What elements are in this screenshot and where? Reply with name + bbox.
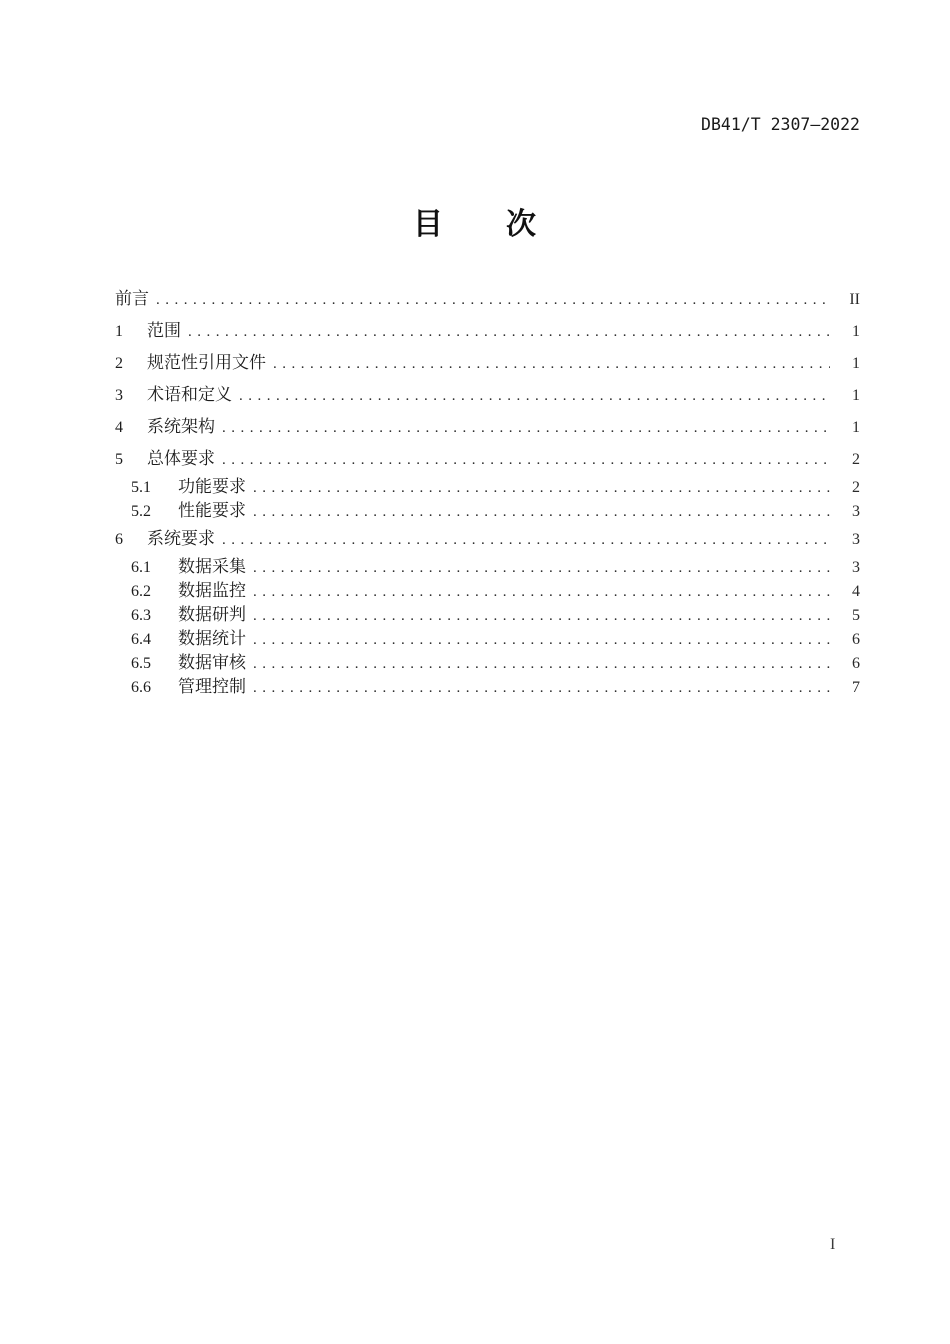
toc-entry-label: 系统要求 bbox=[147, 529, 215, 548]
toc-entry-label: 管理控制 bbox=[178, 677, 246, 696]
toc-entry-page: 1 bbox=[852, 419, 860, 436]
toc-entry-label: 系统架构 bbox=[147, 417, 215, 436]
toc-entry bbox=[115, 347, 860, 379]
toc-leader-dots bbox=[253, 651, 830, 676]
toc-entry bbox=[115, 555, 860, 579]
toc-entry-label: 术语和定义 bbox=[147, 385, 232, 404]
toc-entry-number: 6.5 bbox=[131, 655, 151, 672]
toc-entry-page: 3 bbox=[852, 503, 860, 520]
toc-entry bbox=[115, 475, 860, 499]
toc-entry-number: 6.6 bbox=[131, 679, 151, 696]
toc-entry-number: 2 bbox=[115, 355, 123, 372]
toc-entry bbox=[115, 651, 860, 675]
toc-entry-number: 5 bbox=[115, 451, 123, 468]
toc-leader-dots bbox=[253, 603, 830, 628]
toc-entry-page: II bbox=[849, 291, 860, 308]
toc-leader-dots bbox=[156, 283, 830, 316]
toc-entry-label: 数据研判 bbox=[178, 605, 246, 624]
toc-leader-dots bbox=[188, 315, 830, 348]
toc-entry bbox=[115, 675, 860, 699]
toc-entry-number: 4 bbox=[115, 419, 123, 436]
toc-entry bbox=[115, 603, 860, 627]
toc-list bbox=[115, 283, 860, 699]
toc-entry bbox=[115, 627, 860, 651]
toc-entry-page: 3 bbox=[852, 531, 860, 548]
toc-entry-label: 性能要求 bbox=[178, 501, 246, 520]
toc-entry-page: 4 bbox=[852, 583, 860, 600]
toc-leader-dots bbox=[253, 627, 830, 652]
toc-entry-page: 3 bbox=[852, 559, 860, 576]
toc-entry-page: 6 bbox=[852, 655, 860, 672]
toc-leader-dots bbox=[222, 443, 830, 476]
toc-entry-page: 1 bbox=[852, 387, 860, 404]
toc-entry bbox=[115, 523, 860, 555]
toc-entry bbox=[115, 283, 860, 315]
toc-entry-label: 范围 bbox=[147, 321, 181, 340]
toc-entry-page: 6 bbox=[852, 631, 860, 648]
toc-entry-number: 5.2 bbox=[131, 503, 151, 520]
toc-entry-number: 6.4 bbox=[131, 631, 151, 648]
toc-entry bbox=[115, 411, 860, 443]
toc-entry-number: 1 bbox=[115, 323, 123, 340]
toc-entry-label: 规范性引用文件 bbox=[147, 353, 266, 372]
toc-leader-dots bbox=[273, 347, 830, 380]
toc-leader-dots bbox=[253, 579, 830, 604]
toc-entry bbox=[115, 315, 860, 347]
footer-page-number: I bbox=[830, 1236, 836, 1253]
toc-leader-dots bbox=[222, 523, 830, 556]
toc-entry bbox=[115, 379, 860, 411]
toc-entry-page: 5 bbox=[852, 607, 860, 624]
toc-entry-number: 3 bbox=[115, 387, 123, 404]
toc-entry bbox=[115, 579, 860, 603]
toc-leader-dots bbox=[253, 475, 830, 500]
toc-entry-number: 5.1 bbox=[131, 479, 151, 496]
toc-entry-label: 功能要求 bbox=[178, 477, 246, 496]
toc-entry-page: 2 bbox=[852, 451, 860, 468]
toc-entry-label: 数据监控 bbox=[178, 581, 246, 600]
page-title: 目 次 bbox=[413, 208, 537, 241]
toc-entry-page: 1 bbox=[852, 323, 860, 340]
toc-leader-dots bbox=[253, 555, 830, 580]
toc-entry-label: 总体要求 bbox=[147, 449, 215, 468]
toc-leader-dots bbox=[222, 411, 830, 444]
toc-entry-label: 前言 bbox=[115, 289, 149, 308]
toc-leader-dots bbox=[253, 499, 830, 524]
toc-entry-label: 数据采集 bbox=[178, 557, 246, 576]
toc-entry-number: 6.3 bbox=[131, 607, 151, 624]
toc-entry-page: 1 bbox=[852, 355, 860, 372]
toc-leader-dots bbox=[253, 675, 830, 700]
toc-entry-label: 数据审核 bbox=[178, 653, 246, 672]
doc-code: DB41/T 2307—2022 bbox=[701, 115, 860, 134]
toc-entry-number: 6.2 bbox=[131, 583, 151, 600]
toc-entry bbox=[115, 443, 860, 475]
toc-entry-page: 2 bbox=[852, 479, 860, 496]
toc-entry-number: 6.1 bbox=[131, 559, 151, 576]
toc-leader-dots bbox=[239, 379, 830, 412]
toc-entry-number: 6 bbox=[115, 531, 123, 548]
toc-entry-page: 7 bbox=[852, 679, 860, 696]
toc-entry bbox=[115, 499, 860, 523]
toc-entry-label: 数据统计 bbox=[178, 629, 246, 648]
